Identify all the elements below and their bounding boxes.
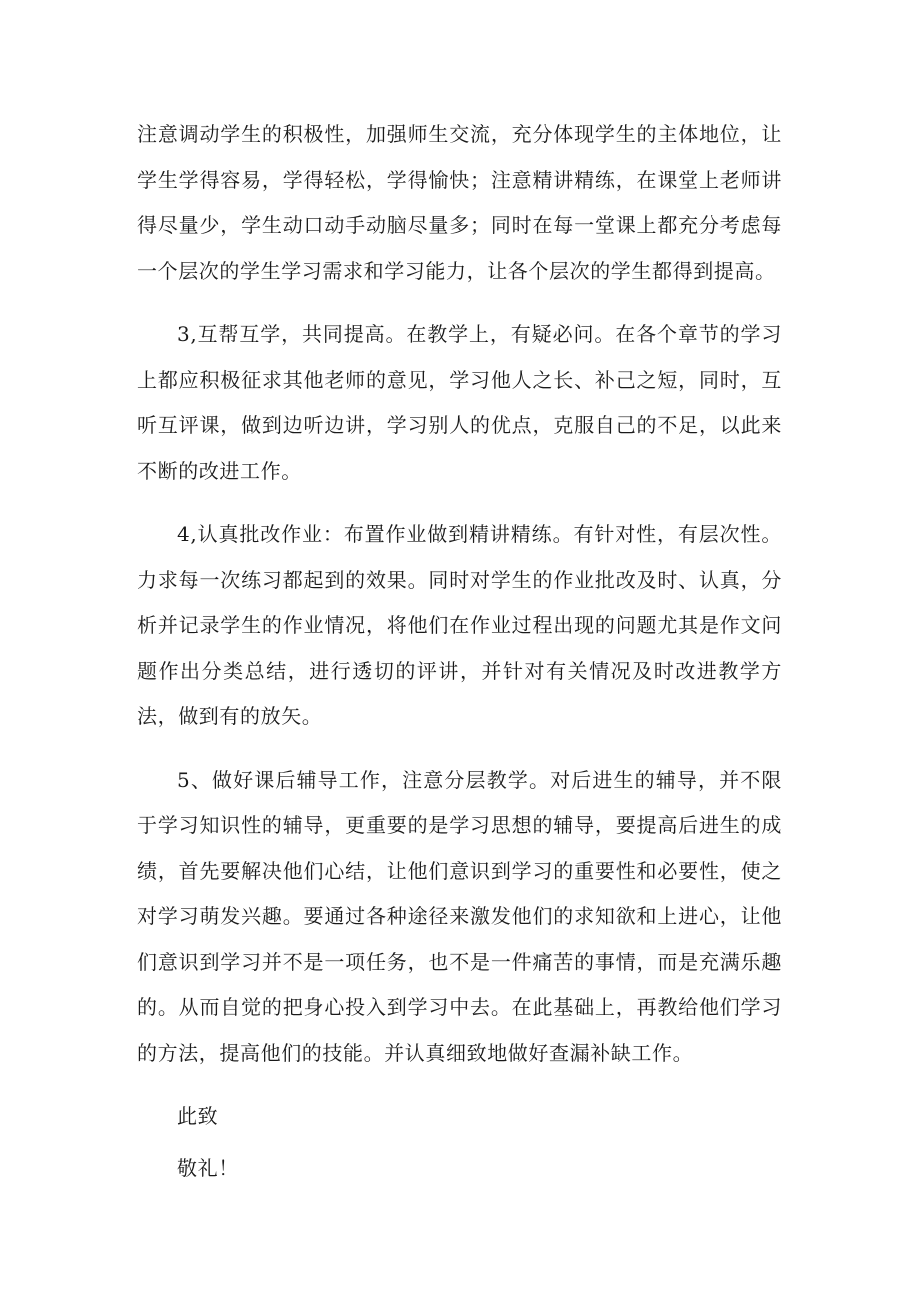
paragraph-item-4: 4,认真批改作业：布置作业做到精讲精练。有针对性，有层次性。力求每一次练习都起到的效果。同时对学生的作业批改及时、认真，分析并记录学生的作业情况，将他们在作业过程出现的问题尤其是作文问题作出分类总结，进行透切的评讲，并针对有关情况及时改进教学方法，做到有的放矢。	[137, 522, 782, 728]
document-body	[137, 112, 782, 1191]
paragraph-continued: 注意调动学生的积极性，加强师生交流，充分体现学生的主体地位，让学生学得容易，学得轻松，学得愉快；注意精讲精练，在课堂上老师讲得尽量少，学生动口动手动脑尽量多；同时在每一堂课上都充分考虑每一个层次的学生学习需求和学习能力，让各个层次的学生都得到提高。	[137, 122, 782, 283]
paragraph-item-5: 5、做好课后辅导工作，注意分层教学。对后进生的辅导，并不限于学习知识性的辅导，更重要的是学习思想的辅导，要提高后进生的成绩，首先要解决他们心结，让他们意识到学习的重要性和必要性，使之对学习萌发兴趣。要通过各种途径来激发他们的求知欲和上进心，让他们意识到学习并不是一项任务，也不是一件痛苦的事情，而是充满乐趣的。从而自觉的把身心投入到学习中去。在此基础上，再教给他们学习的方法，提高他们的技能。并认真细致地做好查漏补缺工作。	[137, 767, 782, 1065]
closing-regards: 敬礼！	[177, 1155, 239, 1180]
paragraph-item-3: 3,互帮互学，共同提高。在教学上，有疑必问。在各个章节的学习上都应积极征求其他老师的意见，学习他人之长、补己之短，同时，互听互评课，做到边听边讲，学习别人的优点，克服自己的不足，以此来不断的改进工作。	[137, 322, 782, 483]
closing-salutation: 此致	[177, 1104, 219, 1128]
